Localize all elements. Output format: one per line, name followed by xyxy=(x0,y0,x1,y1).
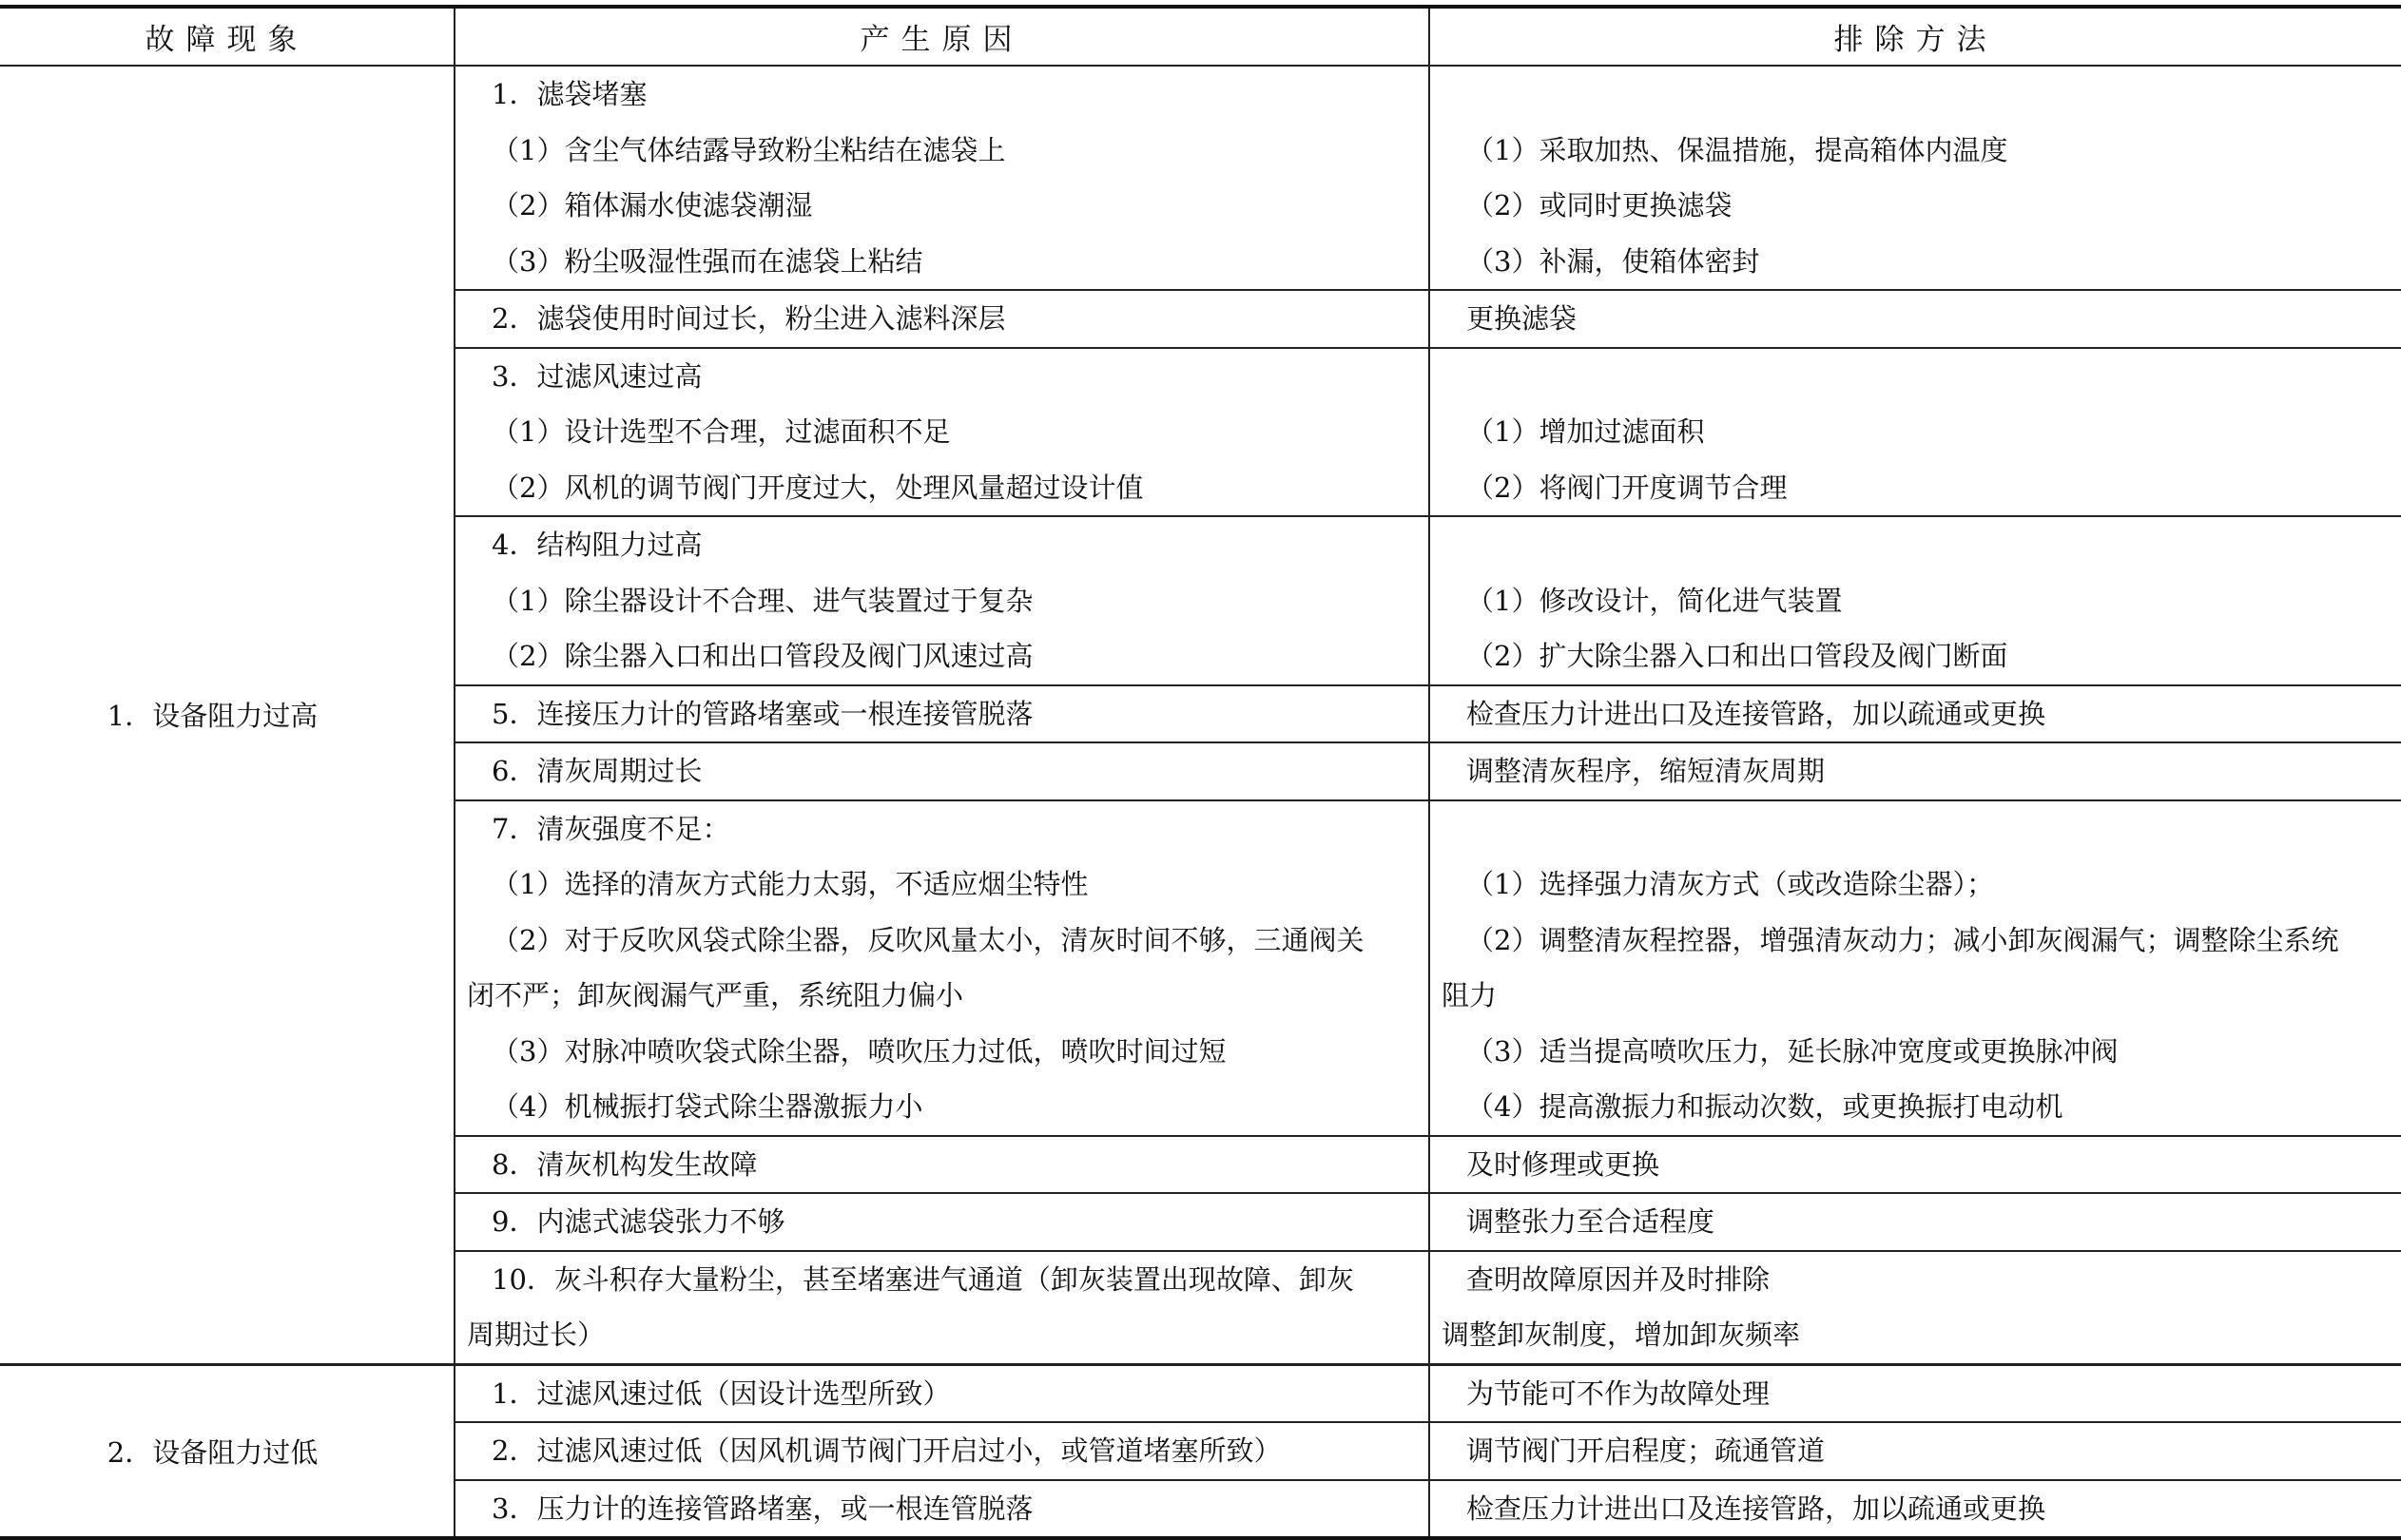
remedy-line xyxy=(1430,67,2401,123)
remedy-cell xyxy=(1429,516,2401,685)
cause-cell xyxy=(455,516,1429,685)
cause-line: （4）机械振打袋式除尘器激振力小 xyxy=(492,1090,923,1123)
remedy-cell xyxy=(1429,1364,2401,1422)
remedy-line: （2）或同时更换滤袋 xyxy=(1466,189,1733,221)
remedy-line: 检查压力计进出口及连接管路，加以疏通或更换 xyxy=(1466,697,2046,730)
cause-line: 5．连接压力计的管路堵塞或一根连接管脱落 xyxy=(492,697,1034,730)
remedy-line: （1）采取加热、保温措施，提高箱体内温度 xyxy=(1466,133,2008,166)
cause-line: 1．滤袋堵塞 xyxy=(492,78,648,110)
remedy-line: 为节能可不作为故障处理 xyxy=(1466,1376,1771,1410)
symptom-text: 2．设备阻力过低 xyxy=(106,1435,319,1469)
cause-cell xyxy=(455,1422,1429,1480)
remedy-line xyxy=(1430,349,2401,405)
cause-cell xyxy=(455,1193,1429,1251)
remedy-cell xyxy=(1429,348,2401,517)
remedy-cell xyxy=(1429,1251,2401,1365)
cause-cell xyxy=(455,685,1429,743)
remedy-line: （1）选择强力清灰方式（或改造除尘器）； xyxy=(1466,868,1994,900)
cause-line: 9．内滤式滤袋张力不够 xyxy=(492,1205,785,1238)
cause-line: 3．压力计的连接管路堵塞，或一根连管脱落 xyxy=(492,1492,1034,1525)
cause-cell xyxy=(455,348,1429,517)
remedy-line: （3）适当提高喷吹压力，延长脉冲宽度或更换脉冲阀 xyxy=(1466,1034,2119,1068)
remedy-line: 调整卸灰制度，增加卸灰频率 xyxy=(1442,1319,1801,1351)
cause-line: （1）除尘器设计不合理、进气装置过于复杂 xyxy=(492,584,1034,617)
cause-line: （2）风机的调节阀门开度过大，处理风量超过设计值 xyxy=(492,471,1144,504)
remedy-cell xyxy=(1429,1136,2401,1194)
symptom-cell xyxy=(0,66,455,1364)
cause-cell xyxy=(455,1136,1429,1194)
cause-cell xyxy=(455,1364,1429,1422)
header-cause: 产生原因 xyxy=(455,7,1429,66)
cause-line: 闭不严；卸灰阀漏气严重，系统阻力偏小 xyxy=(467,979,964,1011)
cause-line: 2．过滤风速过低（因风机调节阀门开启过小，或管道堵塞所致） xyxy=(492,1434,1282,1467)
cause-cell xyxy=(455,290,1429,348)
cause-line: 10．灰斗积存大量粉尘，甚至堵塞进气通道（卸灰装置出现故障、卸灰 xyxy=(492,1262,1354,1296)
cause-line: 8．清灰机构发生故障 xyxy=(492,1147,758,1181)
cause-line: 2．滤袋使用时间过长，粉尘进入滤料深层 xyxy=(492,302,1006,335)
remedy-cell xyxy=(1429,685,2401,743)
cause-line: （2）箱体漏水使滤袋潮湿 xyxy=(492,189,813,221)
remedy-line: 检查压力计进出口及连接管路，加以疏通或更换 xyxy=(1466,1492,2046,1525)
remedy-line: （4）提高激振力和振动次数，或更换振打电动机 xyxy=(1466,1090,2063,1123)
cause-line: （2）对于反吹风袋式除尘器，反吹风量太小，清灰时间不够，三通阀关 xyxy=(492,923,1365,956)
table-body xyxy=(0,66,2401,1538)
symptom-cell xyxy=(0,1364,455,1538)
cause-line: （3）对脉冲喷吹袋式除尘器，喷吹压力过低，喷吹时间过短 xyxy=(492,1034,1227,1068)
remedy-cell xyxy=(1429,800,2401,1136)
troubleshooting-table xyxy=(0,5,2401,1540)
cause-line: （2）除尘器入口和出口管段及阀门风速过高 xyxy=(492,640,1034,672)
remedy-cell xyxy=(1429,290,2401,348)
cause-line: 3．过滤风速过高 xyxy=(492,359,703,393)
remedy-line: 更换滤袋 xyxy=(1466,302,1578,335)
remedy-line: （2）将阀门开度调节合理 xyxy=(1466,471,1788,504)
cause-line: 7．清灰强度不足： xyxy=(492,812,730,845)
remedy-cell xyxy=(1429,1422,2401,1480)
remedy-cell xyxy=(1429,1193,2401,1251)
cause-line: 6．清灰周期过长 xyxy=(492,755,703,787)
cause-cell xyxy=(455,66,1429,290)
cause-cell xyxy=(455,1480,1429,1539)
header-symptom: 故障现象 xyxy=(0,7,455,66)
remedy-line: （2）调整清灰程控器，增强清灰动力；减小卸灰阀漏气；调整除尘系统 xyxy=(1466,923,2339,956)
remedy-line: （1）修改设计，简化进气装置 xyxy=(1466,584,1843,617)
remedy-line: 调节阀门开启程度；疏通管道 xyxy=(1466,1434,1826,1467)
remedy-line: （2）扩大除尘器入口和出口管段及阀门断面 xyxy=(1466,640,2008,672)
remedy-cell xyxy=(1429,66,2401,290)
table-row xyxy=(0,1364,2401,1422)
remedy-line xyxy=(1430,801,2401,857)
cause-line: 1．过滤风速过低（因设计选型所致） xyxy=(492,1376,951,1410)
cause-line: （3）粉尘吸湿性强而在滤袋上粘结 xyxy=(492,244,923,278)
cause-line: （1）设计选型不合理，过滤面积不足 xyxy=(492,415,951,448)
remedy-line: 调整清灰程序，缩短清灰周期 xyxy=(1466,755,1826,787)
cause-cell xyxy=(455,1251,1429,1365)
remedy-line: 调整张力至合适程度 xyxy=(1466,1205,1715,1238)
table-row xyxy=(0,66,2401,290)
remedy-line: 阻力 xyxy=(1442,979,1498,1011)
cause-cell xyxy=(455,742,1429,800)
remedy-line: （3）补漏，使箱体密封 xyxy=(1466,244,1760,278)
header-remedy: 排除方法 xyxy=(1429,7,2401,66)
remedy-cell xyxy=(1429,1480,2401,1539)
cause-line: （1）选择的清灰方式能力太弱，不适应烟尘特性 xyxy=(492,868,1089,900)
header-row xyxy=(0,7,2401,66)
symptom-text: 1．设备阻力过高 xyxy=(106,700,319,733)
remedy-cell xyxy=(1429,742,2401,800)
remedy-line: 查明故障原因并及时排除 xyxy=(1466,1262,1771,1296)
cause-line: （1）含尘气体结露导致粉尘粘结在滤袋上 xyxy=(492,133,1006,166)
remedy-line: 及时修理或更换 xyxy=(1466,1147,1660,1181)
remedy-line: （1）增加过滤面积 xyxy=(1466,415,1705,448)
cause-cell xyxy=(455,800,1429,1136)
remedy-line xyxy=(1430,517,2401,573)
cause-line: 周期过长） xyxy=(467,1319,606,1351)
cause-line: 4．结构阻力过高 xyxy=(492,529,703,561)
